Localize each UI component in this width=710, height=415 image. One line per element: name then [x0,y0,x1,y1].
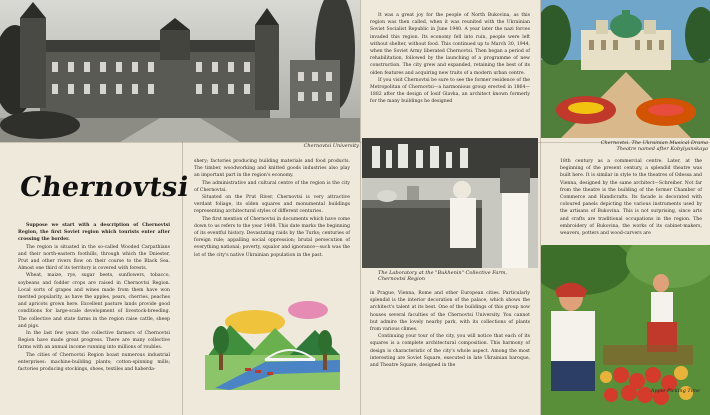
laboratory-scene [362,138,538,268]
university-caption: Chernovtsi University [303,143,359,149]
page-title: Chernovtsi [17,172,191,203]
apple-caption: Apple-Picking Time [650,388,700,394]
theatre-photo [541,0,710,138]
theatre-scene [541,0,710,138]
theatre-caption: Chernovtsi. The Ukrainian Musical Drama Theatre named after Kobylyanskaya [600,140,708,152]
panel1-paragraph: The cities of Chernovtsi Region boast numerous industrial enterprises: machine-building plants; cotton-spinning mills; factories producing stockings, shoes, textiles and haberda- [18,352,170,373]
laboratory-caption: The Laboratory at the "Bukhenin" Collective Farm, Chernovtsi Region [378,270,508,282]
panel3-paragraph: in Prague, Vienna, Rome and other European cities. Particularly splendid is the interior decoration of the palace, which shows the architect's talent at its best. One of the buildings of this group now houses several faculties of the Chernovtsi University. You cannot but admire the lovely nearby park, with its collections of plants from various climes. [370,291,530,333]
panel2-paragraph: shery; factories producing building materials and food products. The timber, woodworking and knitted goods industries also play an important part in the region's economy. [194,159,350,179]
university-photo [0,0,360,142]
panel2-paragraph: The first mention of Chernovtsi in documents which have come down to us refers to the year 1408. This date marks the beginning of its eventful history. Devastating raids by the Turks; centuries of foreign rule; appalling social oppression; brutal persecution of everything national; poverty, squalor and ignorance—such was the lot of the city's native Ukrainian population in the past. [194,216,350,258]
panel2-text [194,158,350,259]
panel3-paragraph: It was a great joy for the people of North Bukovina, as this region was then called, when it was reunited with the Ukrainian Soviet Socialist Republic in June 1940. A year later the nazi forces invaded this region. Its economy fell into ruin, people were left without shelter, without food. This continued up to March 30, 1944, when the Soviet Army liberated Chernovtsi. Then began a period of rehabilitation, followed by the launching of a programme of new construction. The city grew and expanded, retaining the best of its olden features and acquiring new traits of a modern urban centre. [370,13,530,76]
panel1-paragraph: The region is situated in the so-called Wooded Carpathians and their north-eastern foothills, through which the Dniester, Prut and other rivers flow on their course to the Black Sea. Almost one third of its territory is covered with forests. [18,244,170,272]
panel1-paragraph: In the last few years the collective farmers of Chernovtsi Region have made great progress. There are many collective farms with an annual income running into millions of roubles. [18,331,170,351]
fold-line [360,0,361,415]
panel1-paragraph: Wheat, maize, rye, sugar beets, sunflowers, tobacco, soybeans and fodder crops are raised in Chernovtsi Region. Local sorts of grapes and wines made from them have won merited popularity, as have the apples, pears, cherries, peaches and apricots grown here. Excellent pasture lands provide good conditions for large-scale development of livestock-breeding. The collective and state farms in the region raise cattle, sheep and pigs. [18,273,170,329]
laboratory-photo [362,138,538,268]
panel3-top-text [370,12,530,106]
panel1-paragraph: Suppose we start with a description of Chernovtsi Region, the first Soviet region which tourists enter after crossing the border. [18,223,170,243]
landscape-illustration [205,300,340,390]
panel4-paragraph: 18th century as a commercial centre. Later, at the beginning of the present century, a splendid theatre was built here. It is similar in style to the theatres of Odessa and Vienna, designed by the same architect—Schreiber. Not far from the theatre is the building of the former Chamber of Commerce and Handicrafts. Its facade is decorated with coloured panels depicting the various instruments used by the artisans of Bukovina. This is not surprising, since arts and crafts are traditional occupations in the region. The embroidery of Bukovina, the works of its cabinet-makers, weavers, potters and wood-carvers are [560,159,702,237]
panel3-paragraph: If you visit Chernovtsi be sure to see the former residence of the Metropolitan of Chernovtsi—a harmonious group erected in 1864—1882 after the design of Iosif Glavka, an architect known formerly for the many buildings he designed [370,77,530,105]
university-building-illustration [0,0,360,142]
landscape-graphic [205,300,340,390]
panel2-paragraph: Situated on the Prut River, Chernovtsi is very attractive verdant foliage, its olden squares and monumental buildings representing architectural styles of different centuries. [194,195,350,215]
panel3-bottom-text [370,290,530,369]
panel1-text [18,222,170,373]
panel4-text [560,158,702,237]
panel2-paragraph: The administrative and cultural centre of the region is the city of Chernovtsi. [194,180,350,193]
panel3-paragraph: Continuing your tour of the city, you will notice that each of its squares is a complete architectural composition. This harmony of design is characteristic of the city's whole aspect. Among the most interesting are Soviet Square, executed in late Ukrainian baroque, and Theatre Square, designed in the [370,334,530,369]
